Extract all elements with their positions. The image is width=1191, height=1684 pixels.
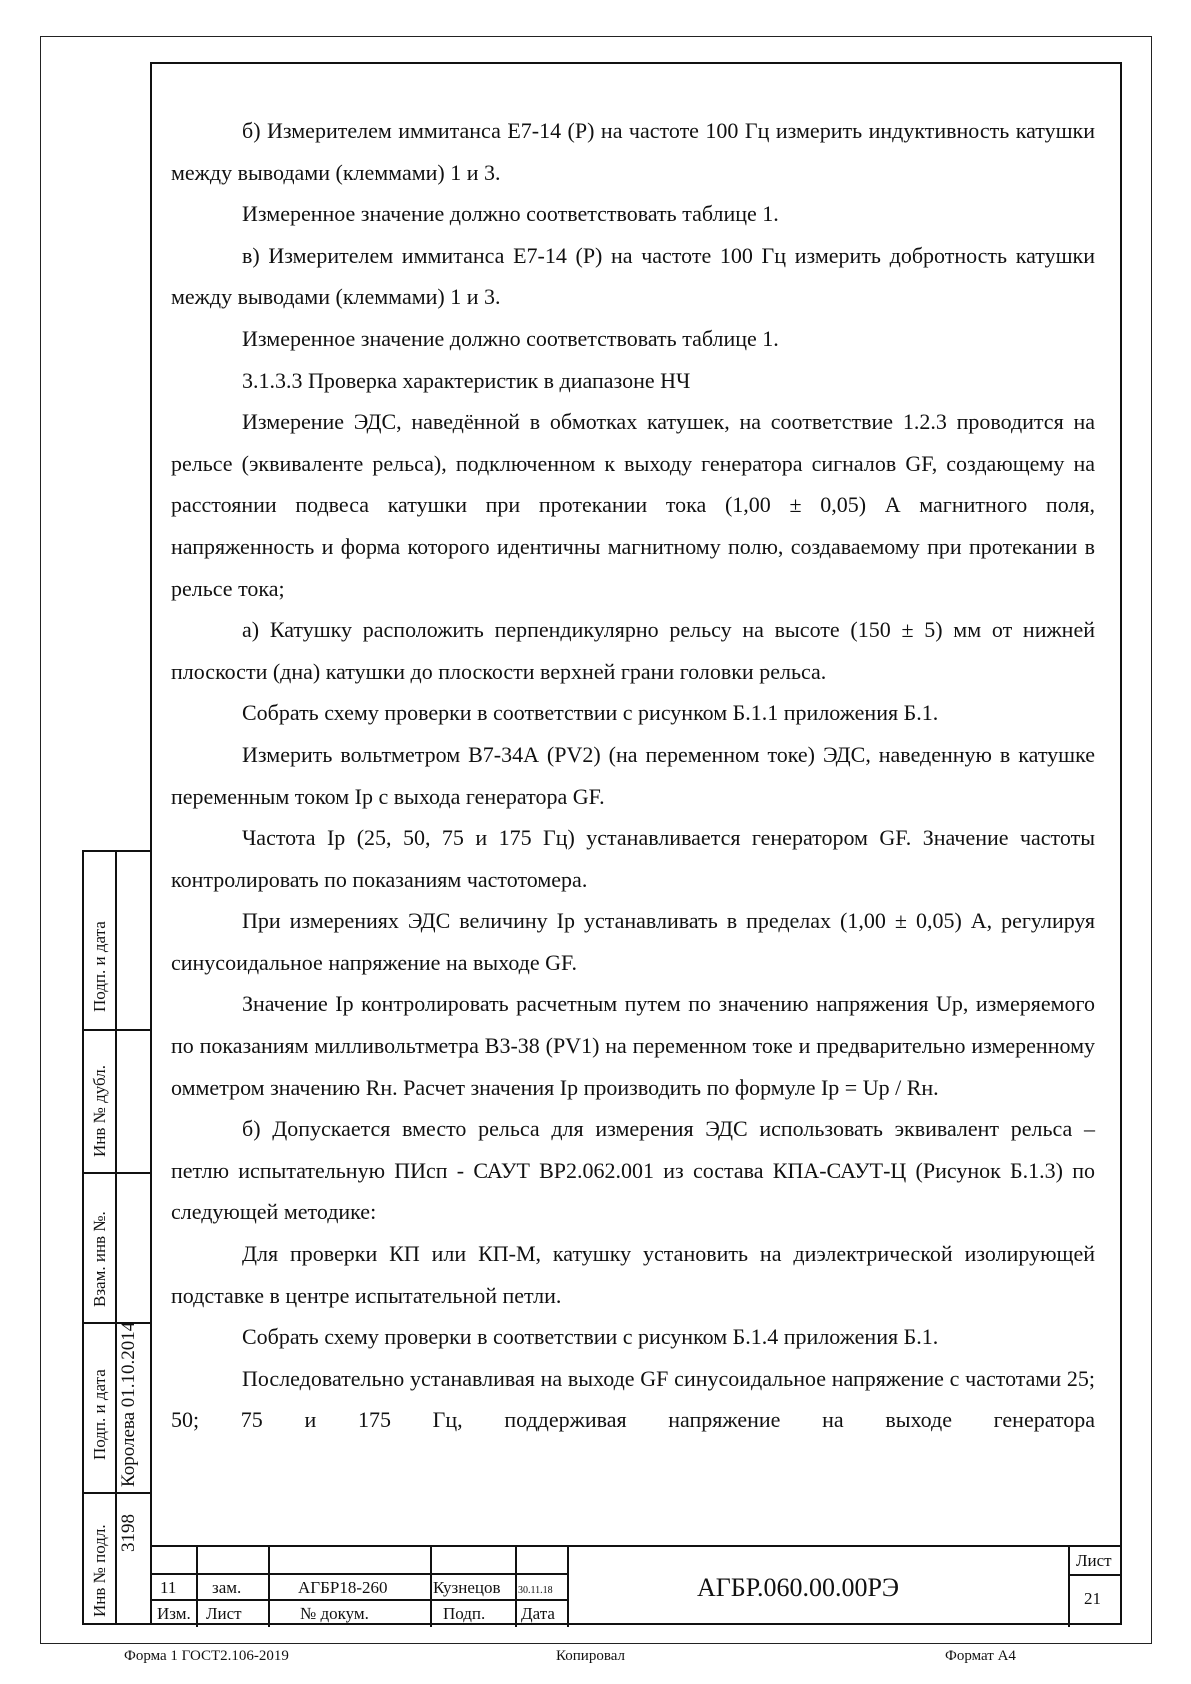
rev-date: 30.11.18 (518, 1585, 553, 1596)
footer-form: Форма 1 ГОСТ2.106-2019 (124, 1648, 289, 1664)
podp-data-label: Подп. и дата (90, 921, 109, 1012)
tb-vline (1068, 1547, 1070, 1627)
header-izm: Изм. (157, 1604, 191, 1623)
rev-doc: АГБР18-260 (298, 1578, 388, 1597)
podp-data-label-2: Подп. и дата (90, 1369, 109, 1460)
paragraph: в) Измерителем иммитанса Е7-14 (Р) на частоте 100 Гц измерить добротность катушки между выводами (клеммами) 1 и 3. (171, 242, 1095, 310)
paragraph: Последовательно устанавливая на выходе GF синусоидальное напряжение с частотами 25; 50; 75 и 175 Гц, поддерживая напряжение на выходе генератора (171, 1365, 1095, 1433)
header-list: Лист (206, 1604, 242, 1623)
footer-format: Формат А4 (945, 1648, 1016, 1664)
header-podp: Подп. (443, 1604, 486, 1623)
inv-dubl-label: Инв № дубл. (90, 1064, 109, 1157)
paragraph: Измеренное значение должно соответствовать таблице 1. (242, 325, 779, 351)
side-stamp (82, 850, 152, 1625)
document-designation: АГБР.060.00.00РЭ (697, 1573, 900, 1602)
side-column-separator (115, 852, 117, 1623)
inv-podl-value: 3198 (118, 1514, 139, 1552)
inv-podl-label: Инв № подл. (90, 1524, 109, 1617)
tb-hline (150, 1599, 568, 1601)
paragraph: Значение Iр контролировать расчетным путем по значению напряжения Uр, измеряемого по показаниям милливольтметра В3-38 (PV1) на переменном токе и предварительно измеренному омметром значению Rн. Расчет значения Iр производить по формуле Iр = Uр / Rн. (171, 991, 1095, 1100)
rev-number: 11 (160, 1578, 177, 1597)
paragraph: При измерениях ЭДС величину Iр устанавливать в пределах (1,00 ± 0,05) А, регулируя синусоидальное напряжение на выходе GF. (171, 908, 1095, 975)
tb-hline (150, 1573, 568, 1575)
paragraph: Собрать схему проверки в соответствии с рисунком Б.1.1 приложения Б.1. (242, 700, 939, 726)
tb-vline (430, 1547, 432, 1627)
vzam-inv-label: Взам. инв №. (90, 1211, 109, 1307)
paragraph: Частота Iр (25, 50, 75 и 175 Гц) устанавливается генератором GF. Значение частоты контролировать по показаниям частотомера. (171, 825, 1095, 892)
sheet-number: 21 (1084, 1589, 1101, 1608)
footer-copied: Копировал (556, 1648, 625, 1664)
paragraph: Собрать схему проверки в соответствии с рисунком Б.1.4 приложения Б.1. (242, 1324, 939, 1350)
side-row-divider (84, 1172, 152, 1174)
side-row-divider (84, 1029, 152, 1031)
tb-vline (515, 1547, 517, 1627)
rev-list: зам. (212, 1578, 242, 1597)
paragraph: Измеренное значение должно соответствовать таблице 1. (242, 201, 779, 227)
paragraph: б) Измерителем иммитанса Е7-14 (Р) на частоте 100 Гц измерить индуктивность катушки между выводами (клеммами) 1 и 3. (171, 118, 1095, 185)
rev-sign: Кузнецов (433, 1578, 501, 1597)
paragraph: Измерение ЭДС, наведённой в обмотках катушек, на соответствие 1.2.3 проводится на рельсе (эквиваленте рельса), подключенном к выходу генератора сигналов GF, создающему на расстоянии подвеса катушки при протекании тока (1,00 ± 0,05) А магнитного поля, напряженность и форма которого идентичны магнитному полю, создаваемому при протекании в рельсе тока; (171, 409, 1095, 601)
tb-vline (196, 1547, 198, 1627)
podp-data-value: Королева 01.10.2014 (118, 1321, 139, 1487)
side-row-divider (84, 1492, 152, 1494)
tb-vline (268, 1547, 270, 1627)
title-block (150, 1545, 1122, 1625)
sheet-label: Лист (1076, 1551, 1112, 1570)
paragraph: а) Катушку расположить перпендикулярно рельсу на высоте (150 ± 5) мм от нижней плоскости (дна) катушки до плоскости верхней грани головки рельса. (171, 617, 1095, 684)
paragraph: б) Допускается вместо рельса для измерения ЭДС использовать эквивалент рельса – петлю испытательную ПИсп - САУТ ВР2.062.001 из состава КПА-САУТ-Ц (Рисунок Б.1.3) по следующей методике: (171, 1116, 1095, 1225)
paragraph: Для проверки КП или КП-М, катушку установить на диэлектрической изолирующей подставке в центре испытательной петли. (171, 1241, 1095, 1308)
paragraph: 3.1.3.3 Проверка характеристик в диапазоне НЧ (242, 367, 691, 393)
header-date: Дата (521, 1604, 555, 1623)
tb-vline (567, 1547, 569, 1627)
tb-hline (1068, 1574, 1122, 1576)
header-doc: № докум. (300, 1604, 369, 1623)
document-body (171, 110, 1095, 1441)
paragraph: Измерить вольтметром В7-34А (PV2) (на переменном токе) ЭДС, наведенную в катушке переменным током Iр с выхода генератора GF. (171, 741, 1095, 809)
